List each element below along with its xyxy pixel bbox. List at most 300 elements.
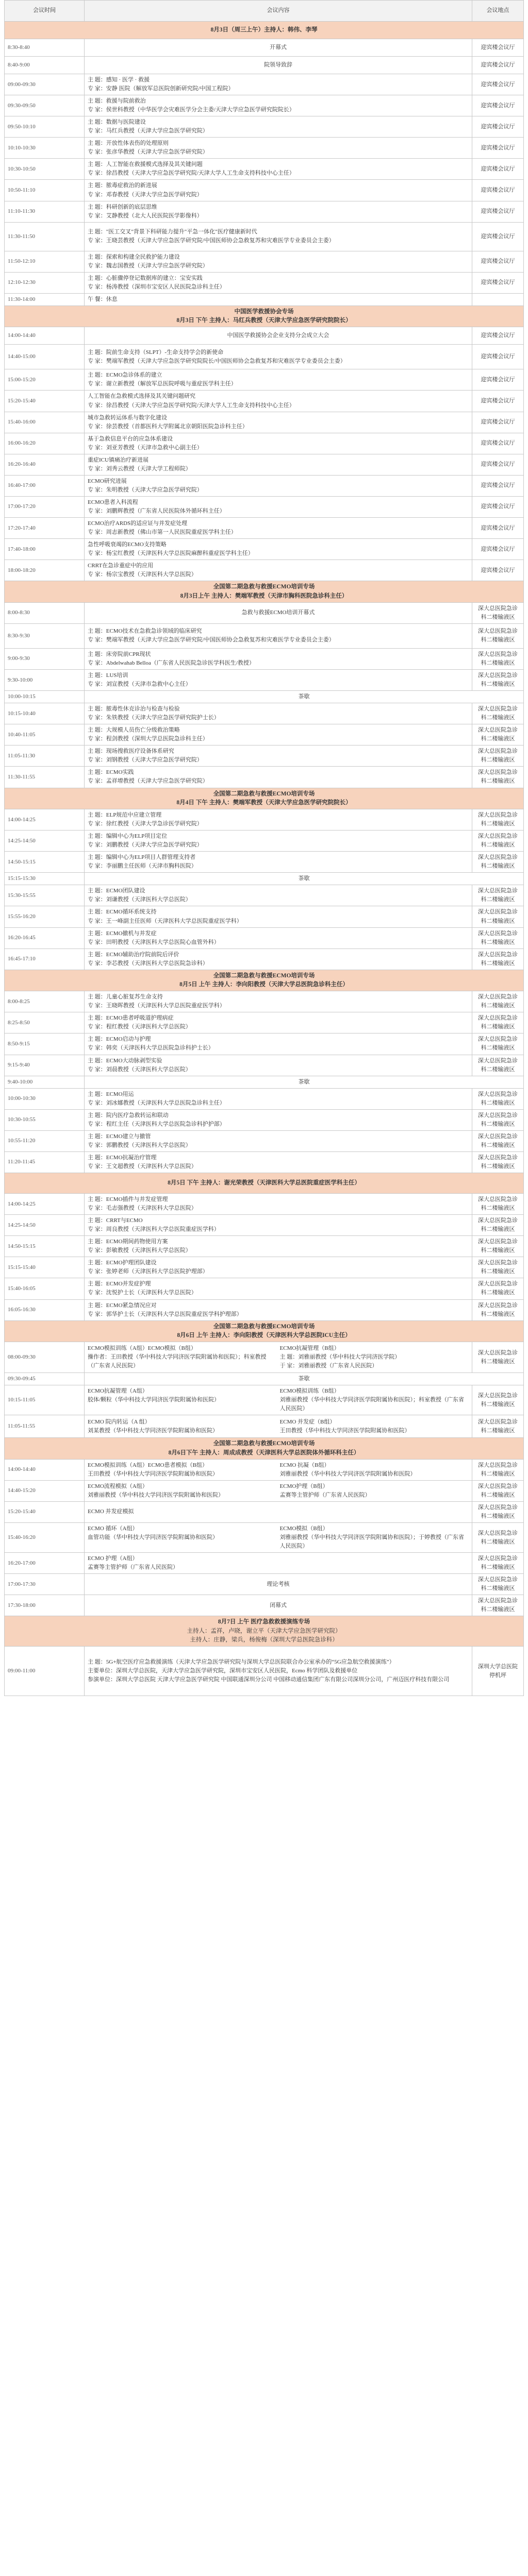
session-venue: 迎宾楼会议厅 <box>472 454 524 475</box>
session-header-line: 8月5日 上午 主持人：李向阳教授（天津大学总医院急诊科主任） <box>179 981 349 988</box>
session-time: 14:00-14:40 <box>5 1459 85 1480</box>
session-content: ECMO研究进展 专 家：朱明教授（天津大学应急医学研究院） <box>85 475 472 496</box>
session-time: 10:30-10:55 <box>5 1109 85 1130</box>
session-time: 16:40-17:00 <box>5 475 85 496</box>
session-venue: 深大总医院急诊科二楼输液区 <box>472 1595 524 1616</box>
session-header-line: 全国第二期急救与救援ECMO培训专场 <box>213 1440 315 1447</box>
agenda-row <box>5 180 524 201</box>
agenda-table <box>4 0 524 1696</box>
session-time: 17:40-18:00 <box>5 539 85 560</box>
session-time: 8:40-9:00 <box>5 57 85 74</box>
agenda-row <box>5 1553 524 1574</box>
agenda-row <box>5 433 524 454</box>
session-time: 11:50-12:10 <box>5 251 85 272</box>
group-a: ECMO 并发症模拟 <box>88 1509 134 1515</box>
group-a: ECMO模拟训练（A组）ECMO模拟（B组） 操作者：王田教授（华中科技大学同济医学院附属协和医院）；科室教授（广东省人民医院） <box>88 1345 267 1369</box>
session-time: 17:00-17:20 <box>5 496 85 517</box>
parallel-groups <box>88 1344 469 1370</box>
session-venue: 迎宾楼会议厅 <box>472 560 524 581</box>
session-time: 09:30-09:50 <box>5 95 85 116</box>
session-time: 14:50-15:15 <box>5 852 85 873</box>
session-content: 主 题：院前生命支持（SLPT）-生命支持学会的新使命 专 家：樊端军教授（天津大学应急医学研究院院长/中国医师协会急救复苏和灾难医学专业委员会主委） <box>85 345 472 369</box>
session-content: 主 题：ECMO实践 专 家：孟祥增教授（天津大学应急医学研究院） <box>85 767 472 788</box>
session-content: 主 题：ECMO患者呼吸道护理病症 专 家：程红教授（天津医科大学总医院） <box>85 1012 472 1033</box>
session-venue: 深大总医院急诊科二楼输液区 <box>472 906 524 927</box>
session-time: 18:00-18:20 <box>5 560 85 581</box>
session-time: 14:50-15:15 <box>5 1236 85 1257</box>
group-b <box>280 1507 469 1516</box>
session-content: 院领导致辞 <box>85 57 472 74</box>
agenda-row <box>5 623 524 648</box>
agenda-row <box>5 703 524 724</box>
session-venue: 迎宾楼会议厅 <box>472 272 524 293</box>
session-time: 14:00-14:25 <box>5 1194 85 1215</box>
session-time: 09:00-09:30 <box>5 74 85 95</box>
agenda-row <box>5 454 524 475</box>
agenda-row <box>5 1278 524 1299</box>
session-header <box>5 1616 524 1647</box>
session-content: 主 题：CRRT与ECMO 专 家：周良教授（天津医科大学总医院重症医学科） <box>85 1215 472 1236</box>
session-content: CRRT在急诊重症中的应用 专 家：杨宗宝教授（天津医科大学总医院） <box>85 560 472 581</box>
agenda-row <box>5 927 524 948</box>
session-venue: 迎宾楼会议厅 <box>472 159 524 180</box>
agenda-row <box>5 767 524 788</box>
break-row <box>5 691 524 703</box>
agenda-row <box>5 724 524 745</box>
session-content: 主 题：数据与医院建设 专 家：马红兵教授（天津大学应急医学研究院） <box>85 116 472 138</box>
session-venue: 迎宾楼会议厅 <box>472 116 524 138</box>
session-time: 15:40-16:20 <box>5 1523 85 1553</box>
session-content: 主 题：ECMO建立与撤管 专 家：郭鹏教授（天津医科大学总医院） <box>85 1130 472 1151</box>
session-content: 主 题：ECMO抗凝治疗管理 专 家：王文超教授（天津医科大学总医院） <box>85 1151 472 1173</box>
parallel-groups <box>88 1387 469 1413</box>
session-content: 主 题：ECMO启动与护理 专 家：韩奕（天津医科大学总医院急诊科护士长） <box>85 1033 472 1055</box>
session-time: 15:40-16:00 <box>5 412 85 433</box>
session-venue: 深大总医院急诊科二楼输液区 <box>472 745 524 767</box>
session-venue: 迎宾楼会议厅 <box>472 433 524 454</box>
session-content: 主 题：儿童心脏复苏生命支持 专 家：王晓晖教授（天津医科大学总医院重症医学科） <box>85 991 472 1012</box>
session-content <box>85 1480 472 1501</box>
session-content: 急救与救援ECMO培训开幕式 <box>85 602 472 623</box>
session-time: 14:25-14:50 <box>5 1215 85 1236</box>
header-venue: 会议地点 <box>472 1 524 22</box>
session-header-line: 全国第二期急救与救援ECMO培训专场 <box>213 972 315 979</box>
session-content: ECMO患者入科流程 专 家：刘鹏辉教授（广东省人民医院体外循环科主任） <box>85 496 472 517</box>
session-venue: 深大总医院急诊科二楼输液区 <box>472 1194 524 1215</box>
session-header-row <box>5 581 524 603</box>
session-venue: 深大总医院急诊科二楼输液区 <box>472 852 524 873</box>
agenda-row <box>5 1236 524 1257</box>
agenda-row <box>5 391 524 412</box>
session-venue: 深大总医院急诊科二楼输液区 <box>472 623 524 648</box>
session-time: 9:00-9:30 <box>5 648 85 669</box>
session-content: 主 题：脓毒性休克诊治与检查与检验 专 家：朱铁教授（天津大学应急医学研究院护士长） <box>85 703 472 724</box>
session-time: 10:55-11:20 <box>5 1130 85 1151</box>
agenda-row <box>5 74 524 95</box>
agenda-row <box>5 1415 524 1438</box>
session-venue: 深大总医院急诊科二楼输液区 <box>472 1415 524 1438</box>
session-header-row <box>5 1320 524 1342</box>
session-time: 9:15-9:40 <box>5 1055 85 1076</box>
agenda-row <box>5 116 524 138</box>
session-venue: 深大总医院急诊科二楼输液区 <box>472 948 524 970</box>
session-content: 主 题：脓毒症救治的新进展 专 家：邓春教授（天津大学应急医学研究院） <box>85 180 472 201</box>
session-time: 8:50-9:15 <box>5 1033 85 1055</box>
session-venue: 深大总医院急诊科二楼输液区 <box>472 1055 524 1076</box>
session-time: 15:30-15:55 <box>5 885 85 906</box>
session-content: 主 题：编辑中心为ELP项目定位 专 家：刘鹏教授（天津大学应急医学研究院） <box>85 831 472 852</box>
session-content: 主 题：ECMO用运 专 家：刘冰娜教授（天津医科大学总医院急诊科主任） <box>85 1088 472 1109</box>
session-time: 17:20-17:40 <box>5 518 85 539</box>
session-content: 主 题：ECMO护理团队建设 专 家：张婷老师（天津医科大学总医院护理部） <box>85 1257 472 1278</box>
session-header-line: 8月3日（周三上午）主持人：韩伟、李琴 <box>210 26 318 33</box>
agenda-row <box>5 1480 524 1501</box>
session-header <box>5 1320 524 1342</box>
agenda-row <box>5 222 524 251</box>
session-header-line: 8月3日上午 主持人：樊端军教授（天津市胸科医院急诊科主任） <box>180 592 348 599</box>
agenda-row <box>5 831 524 852</box>
agenda-row <box>5 560 524 581</box>
agenda-row <box>5 1194 524 1215</box>
session-venue: 迎宾楼会议厅 <box>472 39 524 57</box>
session-venue: 深大总医院急诊科二楼输液区 <box>472 809 524 831</box>
session-venue: 迎宾楼会议厅 <box>472 251 524 272</box>
session-venue: 深大总医院急诊科二楼输液区 <box>472 1553 524 1574</box>
group-b: ECMO模拟（B组） 刘雅丽教授（华中科技大学同济医学院附属协和医院）；于婷教授（广东省人民医院） <box>279 1526 464 1550</box>
session-time: 9:40-10:00 <box>5 1076 85 1088</box>
session-content: 重症ICU镇痛治疗新进展 专 家：刘秀云教授（天津大学工程师院） <box>85 454 472 475</box>
session-content <box>85 1415 472 1438</box>
agenda-row <box>5 475 524 496</box>
session-time: 10:40-11:05 <box>5 724 85 745</box>
session-venue: 深大总医院急诊科二楼输液区 <box>472 1109 524 1130</box>
session-time: 11:05-11:30 <box>5 745 85 767</box>
header-time: 会议时间 <box>5 1 85 22</box>
session-content: 主 题：ECMO技术在急救急诊领域的临床研究 专 家：樊端军教授（天津大学应急医学研究院/中国医师协会急救复苏和灾难医学专业委员会主委） <box>85 623 472 648</box>
session-content: 主 题：科研创新的底层思维 专 家：艾静教授（北大人民医院医学影像科） <box>85 201 472 222</box>
session-time: 15:20-15:40 <box>5 391 85 412</box>
session-time: 09:00-11:00 <box>5 1647 85 1696</box>
session-content: 主 题：5G+航空医疗应急救援演练（天津大学应急医学研究院与深圳大学总医院联合办公室承办的“5G应急航空救援演练”） 主要单位：深圳大学总医院，天津大学应急医学研究院，深圳市宝安区人民医院，Ecmo 科学团队及救援单位 参演单位：深圳大学总医院 天津大学应急医学研究院 中国联通深圳分公司 中国移动通信集团广东有限公司深圳分公司，广州迈医疗科技有限公司 <box>85 1647 472 1696</box>
session-header <box>5 788 524 809</box>
session-venue: 深大总医院急诊科二楼输液区 <box>472 1480 524 1501</box>
session-time: 15:00-15:20 <box>5 369 85 391</box>
agenda-row <box>5 1523 524 1553</box>
parallel-groups <box>88 1418 469 1435</box>
session-content: 主 题：ECMO插件与并发症管理 专 家：毛志强教授（天津医科大学总医院） <box>85 1194 472 1215</box>
agenda-row <box>5 906 524 927</box>
session-content <box>85 1523 472 1553</box>
session-content: 主 题：开放性体表伤的处理原则 专 家：张彦华教授（天津大学应急医学研究院） <box>85 138 472 159</box>
session-venue: 迎宾楼会议厅 <box>472 345 524 369</box>
session-content: 开幕式 <box>85 39 472 57</box>
session-time: 16:20-16:40 <box>5 454 85 475</box>
group-a: ECMO 院内转运（A 组） 刘某教授（华中科技大学同济医学院附属协和医院） <box>88 1418 218 1434</box>
session-venue: 深大总医院急诊科二楼输液区 <box>472 1299 524 1320</box>
session-content <box>85 1501 472 1522</box>
agenda-row <box>5 1459 524 1480</box>
session-venue: 迎宾楼会议厅 <box>472 95 524 116</box>
session-content: 茶歇 <box>85 1076 524 1088</box>
session-time: 10:15-11:05 <box>5 1385 85 1415</box>
session-venue: 深大总医院急诊科二楼输液区 <box>472 1501 524 1522</box>
session-content: 急性呼吸衰竭的ECMO支持策略 专 家：杨宝红教授（天津医科大学总医院麻醉科重症医学科主任） <box>85 539 472 560</box>
agenda-row <box>5 991 524 1012</box>
session-venue: 迎宾楼会议厅 <box>472 412 524 433</box>
session-time: 16:45-17:10 <box>5 948 85 970</box>
agenda-row <box>5 95 524 116</box>
session-content: 基于急救信息平台的应急体系建设 专 家：刘亚芳教授（天津市急救中心副主任） <box>85 433 472 454</box>
agenda-row <box>5 852 524 873</box>
session-time: 16:20-17:00 <box>5 1553 85 1574</box>
group-a: ECMO流程模拟（A组） 刘雅丽教授（华中科技大学同济医学院附属协和医院） <box>88 1483 224 1498</box>
session-venue: 深大总医院急诊科二楼输液区 <box>472 703 524 724</box>
session-time: 11:30-14:00 <box>5 293 85 306</box>
agenda-row <box>5 496 524 517</box>
agenda-row <box>5 138 524 159</box>
agenda-row <box>5 1574 524 1595</box>
session-header-row <box>5 1616 524 1647</box>
session-content: 主 题：编辑中心为ELP项目人群管理支持者 专 家：李丽鹏主任医师（天津市胸科医院） <box>85 852 472 873</box>
session-venue: 迎宾楼会议厅 <box>472 222 524 251</box>
session-time: 15:15-15:30 <box>5 873 85 885</box>
session-header-line: 全国第二期急救与救援ECMO培训专场 <box>213 1323 315 1330</box>
session-time: 11:10-11:30 <box>5 201 85 222</box>
session-content: 主 题：现场搜救医疗设备体系研究 专 家：刘钢教授（天津大学应急医学研究院） <box>85 745 472 767</box>
session-time: 17:30-18:00 <box>5 1595 85 1616</box>
agenda-row <box>5 1130 524 1151</box>
session-time: 10:50-11:10 <box>5 180 85 201</box>
header-content: 会议内容 <box>85 1 472 22</box>
session-content <box>85 1385 472 1415</box>
session-time: 10:30-10:50 <box>5 159 85 180</box>
session-venue: 深大总医院急诊科二楼输液区 <box>472 1459 524 1480</box>
session-content: 主 题：探索和构建全民救护能力建设 专 家：魏志国教授（天津大学应急医学研究院） <box>85 251 472 272</box>
session-time: 14:40-15:20 <box>5 1480 85 1501</box>
session-content: 主 题：心脏骤停登记数据库的建立：宝安实践 专 家：杨涛教授（深圳市宝安区人民医院急诊科主任） <box>85 272 472 293</box>
session-venue: 深大总医院急诊科二楼输液区 <box>472 724 524 745</box>
session-content: 主 题：感知 · 医学 · 救援 专 家：安静 医院（解放军总医院创新研究院/中国工程院） <box>85 74 472 95</box>
session-content: 主 题："医工交叉"背景下科研能力提升"平急一体化"医疗健康新时代 专 家：王晓芸教授（天津大学应急医学研究院/中国医师协会急救复苏和灾难医学专业委员会主委） <box>85 222 472 251</box>
agenda-row <box>5 809 524 831</box>
session-content: 茶歇 <box>85 691 524 703</box>
session-time: 14:25-14:50 <box>5 831 85 852</box>
session-content: 主 题：ECMO急诊体系的建立 专 家：谢立新教授（解放军总医院呼吸与重症医学科主任） <box>85 369 472 391</box>
group-a: ECMO模拟训练（A组）ECMO患者模拟（B组） 王田教授（华中科技大学同济医学院附属协和医院） <box>88 1462 218 1477</box>
session-venue: 深大总医院急诊科二楼输液区 <box>472 670 524 691</box>
session-content: ECMO治疗ARDS的适应证与并发症处理 专 家：周志新教授（佛山市第一人民医院重症医学科主任） <box>85 518 472 539</box>
agenda-row <box>5 1109 524 1130</box>
session-content: 主 题：ECMO团队建设 专 家：刘谦教授（天津医科大学总医院） <box>85 885 472 906</box>
session-header-line: 全国第二期急救与救援ECMO培训专场 <box>213 584 315 590</box>
session-venue: 迎宾楼会议厅 <box>472 180 524 201</box>
session-time: 8:25-8:50 <box>5 1012 85 1033</box>
group-b: ECMO护理（B组） 孟赛等主管护师（广东省人民医院） <box>279 1483 371 1498</box>
session-header-line: 8月6日 上午 主持人：李向阳教授（天津医科大学总医院ICU主任） <box>177 1332 351 1338</box>
agenda-row <box>5 369 524 391</box>
group-b <box>280 1554 469 1572</box>
session-time: 8:30-9:30 <box>5 623 85 648</box>
agenda-row <box>5 745 524 767</box>
session-header-row <box>5 22 524 39</box>
session-content: 主 题：ECMO期间药物使用方案 专 家：彭敏教授（天津医科大学总医院） <box>85 1236 472 1257</box>
session-venue: 深大总医院急诊科二楼输液区 <box>472 767 524 788</box>
group-a: ECMO 循环（A组） 血管功能（华中科技大学同济医学院附属协和医院） <box>88 1526 218 1541</box>
session-time: 14:00-14:40 <box>5 327 85 345</box>
session-time: 10:00-10:15 <box>5 691 85 703</box>
session-content: 主 题：ECMO循环系统支持 专 家：王一峰副主任医师（天津医科大学总医院重症医学科） <box>85 906 472 927</box>
agenda-row <box>5 670 524 691</box>
session-venue: 迎宾楼会议厅 <box>472 369 524 391</box>
agenda-row <box>5 251 524 272</box>
session-header-line: 8月6日下午 主持人：周成成教授（天津医科大学总医院体外循环科主任） <box>168 1449 360 1456</box>
session-time: 08:00-09:30 <box>5 1342 85 1373</box>
agenda-row <box>5 948 524 970</box>
agenda-row <box>5 57 524 74</box>
group-b: ECMO抗凝管理（B组） 主 题：刘雅丽教授（华中科技大学同济医学院） 于 家：刘雅丽教授（广东省人民医院） <box>279 1345 401 1369</box>
session-time: 16:05-16:30 <box>5 1299 85 1320</box>
session-venue: 深大总医院急诊科二楼输液区 <box>472 1012 524 1033</box>
session-venue: 深大总医院急诊科二楼输液区 <box>472 1574 524 1595</box>
session-header-row <box>5 970 524 991</box>
session-time: 11:05-11:55 <box>5 1415 85 1438</box>
agenda-row <box>5 1033 524 1055</box>
session-time: 09:30-09:45 <box>5 1373 85 1385</box>
session-content: 茶歇 <box>85 873 524 885</box>
agenda-row <box>5 518 524 539</box>
session-header-row <box>5 788 524 809</box>
agenda-row <box>5 327 524 345</box>
session-header <box>5 1438 524 1460</box>
agenda-row <box>5 1088 524 1109</box>
parallel-groups <box>88 1461 469 1479</box>
session-venue: 迎宾楼会议厅 <box>472 57 524 74</box>
session-content: 主 题：床旁院前CPR现状 专 家：Abdelwahab Belloa（广东省人民医院急诊医学科医生/教授） <box>85 648 472 669</box>
session-time: 8:00-8:25 <box>5 991 85 1012</box>
agenda-row <box>5 201 524 222</box>
session-time: 8:00-8:30 <box>5 602 85 623</box>
session-venue: 迎宾楼会议厅 <box>472 138 524 159</box>
session-header-line: 主持人：孟祥，卢晓，谢立平（天津大学应急医学研究院） <box>187 1628 341 1634</box>
agenda-row <box>5 345 524 369</box>
group-b: ECMO模拟训练（B组） 刘雅丽教授（华中科技大学同济医学院附属协和医院）；科室教授（广东省人民医院） <box>279 1388 464 1412</box>
session-time: 14:00-14:25 <box>5 809 85 831</box>
session-venue: 深大总医院急诊科二楼输液区 <box>472 831 524 852</box>
agenda-row <box>5 1215 524 1236</box>
parallel-groups <box>88 1524 469 1551</box>
session-venue <box>472 293 524 306</box>
session-content: 人工智能在急救模式选择及其关键问题研究 专 家：徐昌教授（天津大学应急医学研究院/天津大学人工生命支持科技中心主任） <box>85 391 472 412</box>
session-header-row <box>5 1173 524 1194</box>
session-header-line: 全国第二期急救与救援ECMO培训专场 <box>213 790 315 797</box>
session-venue: 迎宾楼会议厅 <box>472 475 524 496</box>
session-time: 11:30-11:55 <box>5 767 85 788</box>
agenda-body <box>5 22 524 1696</box>
session-content: 城市急救转运体系与数字化建设 专 家：徐芸教授（首都医科大学附属北京朝阳医院急诊科主任） <box>85 412 472 433</box>
session-header <box>5 970 524 991</box>
session-content: 主 题：大规模人员伤亡分级救治策略 专 家：程剑教授（深圳大学总医院急诊科主任） <box>85 724 472 745</box>
agenda-row <box>5 1501 524 1522</box>
group-b: ECMO 并发症（B组） 王田教授（华中科技大学同济医学院附属协和医院） <box>279 1418 410 1434</box>
session-venue: 深大总医院急诊科二楼输液区 <box>472 602 524 623</box>
session-header-line: 8月7日 上午 医疗急救救援演练专场 <box>218 1619 310 1625</box>
session-time: 11:20-11:45 <box>5 1151 85 1173</box>
session-content: 主 题：救援与院前救治 专 家：侯世科教授（中华医学会灾难医学分会主委/天津大学应急医学研究院院长） <box>85 95 472 116</box>
session-venue: 迎宾楼会议厅 <box>472 539 524 560</box>
parallel-groups <box>88 1482 469 1500</box>
session-header-line: 中国医学救援协会专场 <box>234 308 294 315</box>
session-venue: 深大总医院急诊科二楼输液区 <box>472 1033 524 1055</box>
agenda-row <box>5 1385 524 1415</box>
session-header-row <box>5 1438 524 1460</box>
session-time: 10:00-10:30 <box>5 1088 85 1109</box>
agenda-row <box>5 539 524 560</box>
table-header-row <box>5 1 524 22</box>
session-content: 闭幕式 <box>85 1595 472 1616</box>
session-content <box>85 1553 472 1574</box>
agenda-row <box>5 885 524 906</box>
session-time: 09:50-10:10 <box>5 116 85 138</box>
session-venue: 迎宾楼会议厅 <box>472 201 524 222</box>
session-header-line: 8月4日 下午 主持人：樊端军教授（天津大学应急医学研究院院长） <box>176 799 352 806</box>
session-venue: 深大总医院急诊科二楼输液区 <box>472 1151 524 1173</box>
session-venue: 深大总医院急诊科二楼输液区 <box>472 1278 524 1299</box>
session-venue: 迎宾楼会议厅 <box>472 518 524 539</box>
agenda-row <box>5 1647 524 1696</box>
session-time: 9:30-10:00 <box>5 670 85 691</box>
session-content: 茶歇 <box>85 1373 524 1385</box>
session-time: 8:30-8:40 <box>5 39 85 57</box>
group-a: ECMO抗凝管理（A组） 胶体/颗粒（华中科技大学同济医学院附属协和医院） <box>88 1388 220 1403</box>
session-venue: 深大总医院急诊科二楼输液区 <box>472 927 524 948</box>
group-a: ECMO 护理（A组） 孟赛等主管护师（广东省人民医院） <box>88 1555 178 1571</box>
session-content: 午 餐：休息 <box>85 293 472 306</box>
agenda-row <box>5 1299 524 1320</box>
session-venue: 深大总医院急诊科二楼输液区 <box>472 885 524 906</box>
session-content <box>85 1342 472 1373</box>
session-time: 10:15-10:40 <box>5 703 85 724</box>
session-venue: 深大总医院急诊科二楼输液区 <box>472 1088 524 1109</box>
session-venue: 深大总医院急诊科二楼输液区 <box>472 1385 524 1415</box>
session-venue: 深大总医院急诊科二楼输液区 <box>472 1130 524 1151</box>
break-row <box>5 873 524 885</box>
session-venue: 深大总医院急诊科二楼输液区 <box>472 1236 524 1257</box>
agenda-row <box>5 1257 524 1278</box>
agenda-row <box>5 39 524 57</box>
agenda-row <box>5 412 524 433</box>
session-content: 理论考核 <box>85 1574 472 1595</box>
session-time: 12:10-12:30 <box>5 272 85 293</box>
session-content: 中国医学救援协会企业支持分会成立大会 <box>85 327 472 345</box>
session-time: 15:55-16:20 <box>5 906 85 927</box>
agenda-row <box>5 272 524 293</box>
agenda-row <box>5 1151 524 1173</box>
session-time: 11:30-11:50 <box>5 222 85 251</box>
agenda-row <box>5 1342 524 1373</box>
session-venue: 迎宾楼会议厅 <box>472 74 524 95</box>
session-header <box>5 22 524 39</box>
break-row <box>5 1076 524 1088</box>
session-content: 主 题：ECMO紧急情况应对 专 家：郭华护士长（天津医科大学总医院重症医学科护理部） <box>85 1299 472 1320</box>
session-header-row <box>5 306 524 327</box>
session-time: 15:15-15:40 <box>5 1257 85 1278</box>
session-venue: 深大总医院急诊科二楼输液区 <box>472 1523 524 1553</box>
parallel-groups <box>88 1507 469 1516</box>
agenda-row <box>5 1012 524 1033</box>
session-time: 14:40-15:00 <box>5 345 85 369</box>
session-venue: 深圳大学总医院停机坪 <box>472 1647 524 1696</box>
session-venue: 深大总医院急诊科二楼输液区 <box>472 1342 524 1373</box>
